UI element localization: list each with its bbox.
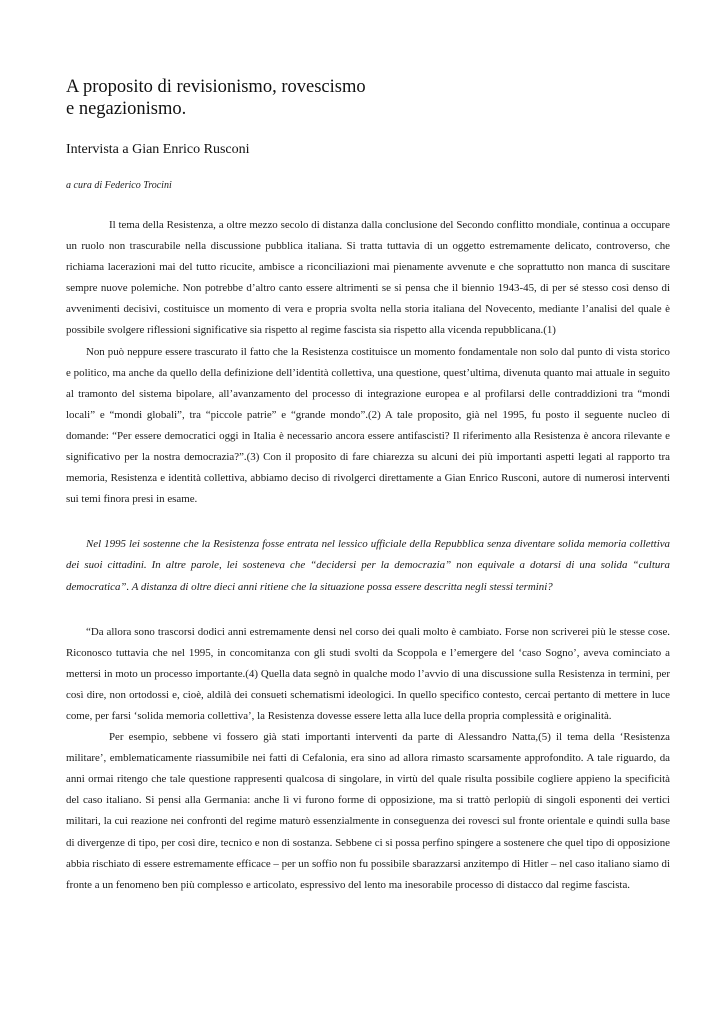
body-text	[66, 215, 670, 896]
title-line-2: e negazionismo.	[66, 99, 187, 119]
answer-paragraph-1: “Da allora sono trascorsi dodici anni estremamente densi nel corso dei quali molto è cambiato. Forse non scriverei più le stesse cose. Riconosco tuttavia che nel 1995, in concomitanza con gli studi svolti da Scoppola e l’emergere del ‘caso Sogno’, aveva cominciato a mettersi in moto un processo importante.(4) Quella data segnò in qualche modo l’avvio di una discussione sulla Resistenza in termini, per così dire, non ortodossi e, cioè, aldilà dei consueti schematismi ideologici. In quello specifico contesto, cercai pertanto di mettere in luce come, per farsi ‘solida memoria collettiva’, la Resistenza dovesse essere letta alla luce della propria complessità e originalità.	[66, 625, 670, 722]
answer-paragraph-2: Per esempio, sebbene vi fossero già stati importanti interventi da parte di Alessandro Natta,(5) il tema della ‘Resistenza militare’, emblematicamente riassumibile nei fatti di Cefalonia, era sino ad allora rimasto scarsamente approfondito. A tale riguardo, da anni ormai ritengo che tale questione rappresenti qualcosa di singolare, in virtù del quale risulta possibile cogliere appieno la specificità del caso italiano. Si pensi alla Germania: anche lì vi furono forme di opposizione, ma si trattò perlopiù di singoli esponenti dei vertici militari, la cui reazione nei confronti del regime maturò essenzialmente in conseguenza dei rovesci sul fronte orientale e quindi sulla base di divergenze di tipo, per così dire, tecnico e non di sostanza. Sebbene ci si possa perfino spingere a sostenere che quel tipo di opposizione abbia rischiato di essere estremamente efficace – per un soffio non fu possibile sbarazzarsi anzitempo di Hitler – nel caso italiano siamo di fronte a un fenomeno ben più complesso e articolato, espressivo del lento ma inesorabile processo di distacco dal regime fascista.	[66, 731, 670, 891]
document-title	[66, 76, 670, 120]
document-page	[66, 76, 670, 896]
title-line-1: A proposito di revisionismo, rovescismo	[66, 77, 366, 97]
intro-paragraph-1: Il tema della Resistenza, a oltre mezzo secolo di distanza dalla conclusione del Secondo conflitto mondiale, continua a occupare un ruolo non trascurabile nella discussione pubblica italiana. Si tratta tuttavia di un oggetto estremamente delicato, controverso, che richiama lacerazioni mai del tutto ricucite, ambisce a riconciliazioni mai pienamente avvenute e che soprattutto non manca di suscitare sempre nuove polemiche. Non potrebbe d’altro canto essere altrimenti se si pensa che il biennio 1943-45, di per sé stesso così denso di avvenimenti decisivi, costituisce un momento di vera e propria svolta nella storia italiana del Novecento, mediante l’analisi del quale è possibile svolgere riflessioni significative sia rispetto al regime fascista sia rispetto alla vicenda repubblicana.(1)	[66, 219, 670, 337]
intro-paragraph-2: Non può neppure essere trascurato il fatto che la Resistenza costituisce un momento fondamentale non solo dal punto di vista storico e politico, ma anche da quello della definizione dell’identità collettiva, una questione, quest’ultima, divenuta quanto mai attuale in seguito al tramonto del sistema bipolare, all’avanzamento del processo di integrazione europea e al profilarsi delle contraddizioni tra “mondi locali” e “mondi globali”, tra “piccole patrie” e “grande mondo”.(2) A tale proposito, già nel 1995, fu posto il seguente nucleo di domande: “Per essere democratici oggi in Italia è necessario ancora essere antifascisti? Il riferimento alla Resistenza è ancora rilevante e significativo per la nostra democrazia?”.(3) Con il proposito di fare chiarezza su alcuni dei più importanti aspetti legati al rapporto tra memoria, Resistenza e identità collettiva, abbiamo deciso di rivolgerci direttamente a Gian Enrico Rusconi, autore di numerosi interventi sui temi finora presi in esame.	[66, 345, 670, 506]
document-subtitle: Intervista a Gian Enrico Rusconi	[66, 142, 250, 157]
curator-credit: a cura di Federico Trocini	[66, 180, 172, 191]
interview-question: Nel 1995 lei sostenne che la Resistenza fosse entrata nel lessico ufficiale della Repubblica senza diventare solida memoria collettiva dei suoi cittadini. In altre parole, lei sosteneva che “decidersi per la democrazia” non equivale a dotarsi di una solida “cultura democratica”. A distanza di oltre dieci anni ritiene che la situazione possa essere descritta negli stessi termini?	[66, 538, 670, 593]
